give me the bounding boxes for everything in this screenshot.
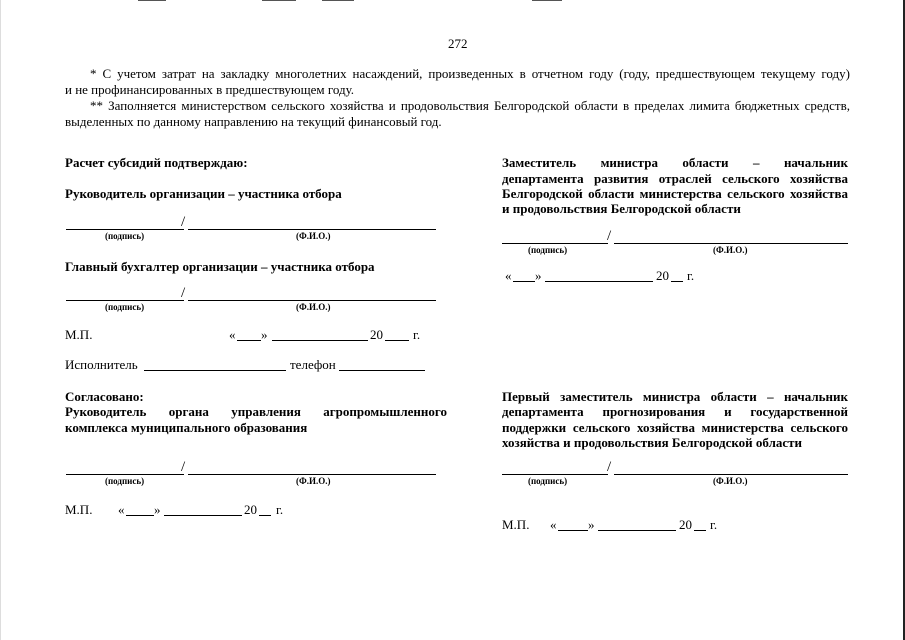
- page-number: 272: [448, 36, 468, 51]
- signature-caption: (подпись): [528, 245, 568, 255]
- agreed-heading: Согласовано:: [65, 389, 144, 404]
- year-prefix: 20: [679, 517, 692, 532]
- quote-open: «: [229, 327, 236, 342]
- scan-edge-left: [0, 0, 1, 640]
- signature-slash: /: [607, 228, 612, 244]
- signature-caption: (подпись): [105, 476, 145, 486]
- full-name-caption: (Ф.И.О.): [296, 302, 331, 312]
- day-line: [513, 281, 535, 282]
- deputy-title-line-2: департамента развития отраслей сельского хозяйства: [502, 171, 848, 186]
- signature-line: [502, 243, 608, 244]
- signature-line: [502, 474, 608, 475]
- year-suffix: г.: [710, 517, 718, 532]
- year-suffix: г.: [413, 327, 421, 342]
- phone-label: телефон: [290, 357, 336, 372]
- deputy-title-line-1: Заместитель министра области – начальник: [502, 155, 848, 170]
- seal-mark: М.П.: [502, 517, 530, 532]
- quote-open: «: [118, 502, 125, 517]
- day-line: [237, 340, 261, 341]
- quote-open: «: [550, 517, 557, 532]
- month-line: [272, 340, 368, 341]
- scan-mark: [262, 0, 296, 1]
- scan-mark: [138, 0, 166, 1]
- full-name-caption: (Ф.И.О.): [713, 245, 748, 255]
- signature-slash: /: [181, 285, 186, 301]
- chief-accountant-title: Главный бухгалтер организации – участника отбора: [65, 259, 375, 274]
- scan-mark: [532, 0, 562, 1]
- org-head-title: Руководитель организации – участника отбора: [65, 186, 342, 201]
- year-prefix: 20: [370, 327, 383, 342]
- first-deputy-title-line-1: Первый заместитель министра области – начальник: [502, 389, 848, 404]
- signature-line: [66, 474, 184, 475]
- agro-head-title-line-2: комплекса муниципального образования: [65, 420, 308, 435]
- executor-label: Исполнитель: [65, 357, 138, 372]
- full-name-line: [614, 243, 848, 244]
- seal-mark: М.П.: [65, 502, 93, 517]
- signature-caption: (подпись): [528, 476, 568, 486]
- month-line: [598, 530, 676, 531]
- day-line: [126, 515, 154, 516]
- month-line: [164, 515, 242, 516]
- signature-slash: /: [181, 459, 186, 475]
- year-prefix: 20: [244, 502, 257, 517]
- signature-line: [66, 300, 184, 301]
- year-line: [671, 281, 683, 282]
- signature-caption: (подпись): [105, 231, 145, 241]
- year-suffix: г.: [687, 268, 695, 283]
- full-name-line: [188, 300, 436, 301]
- year-line: [385, 340, 409, 341]
- quote-open: «: [505, 268, 512, 283]
- first-deputy-title-line-3: поддержки сельского хозяйства министерства сельского: [502, 420, 848, 435]
- full-name-line: [188, 474, 436, 475]
- first-deputy-title-line-4: хозяйства и продовольствия Белгородской области: [502, 435, 803, 450]
- executor-line: [144, 370, 286, 371]
- full-name-line: [188, 229, 436, 230]
- phone-line: [339, 370, 425, 371]
- agro-head-title-line-1: Руководитель органа управления агропромышленного: [65, 404, 447, 419]
- signature-slash: /: [181, 214, 186, 230]
- footnote-2-line-1: ** Заполняется министерством сельского хозяйства и продовольствия Белгородской области в пределах лимита бюджетных средств,: [90, 98, 850, 113]
- year-line: [259, 515, 271, 516]
- footnote-2-line-2: выделенных по данному направлению на текущий финансовый год.: [65, 114, 442, 129]
- day-line: [558, 530, 588, 531]
- signature-slash: /: [607, 459, 612, 475]
- quote-close: »: [261, 327, 268, 342]
- signature-line: [66, 229, 184, 230]
- deputy-title-line-3: Белгородской области министерства сельского хозяйства: [502, 186, 848, 201]
- seal-mark: М.П.: [65, 327, 93, 342]
- quote-close: »: [588, 517, 595, 532]
- confirm-heading: Расчет субсидий подтверждаю:: [65, 155, 248, 170]
- scan-mark: [322, 0, 354, 1]
- quote-close: »: [154, 502, 161, 517]
- year-line: [694, 530, 706, 531]
- deputy-title-line-4: и продовольствия Белгородской области: [502, 201, 741, 216]
- signature-caption: (подпись): [105, 302, 145, 312]
- first-deputy-title-line-2: департамента прогнозирования и государственной: [502, 404, 848, 419]
- footnote-1-line-1: * С учетом затрат на закладку многолетних насаждений, произведенных в отчетном году (году, предшествующем текущему году): [90, 66, 850, 81]
- full-name-caption: (Ф.И.О.): [296, 231, 331, 241]
- full-name-caption: (Ф.И.О.): [296, 476, 331, 486]
- year-prefix: 20: [656, 268, 669, 283]
- footnote-1-line-2: и не профинансированных в предшествующем году.: [65, 82, 355, 97]
- month-line: [545, 281, 653, 282]
- full-name-caption: (Ф.И.О.): [713, 476, 748, 486]
- full-name-line: [614, 474, 848, 475]
- year-suffix: г.: [276, 502, 284, 517]
- quote-close: »: [535, 268, 542, 283]
